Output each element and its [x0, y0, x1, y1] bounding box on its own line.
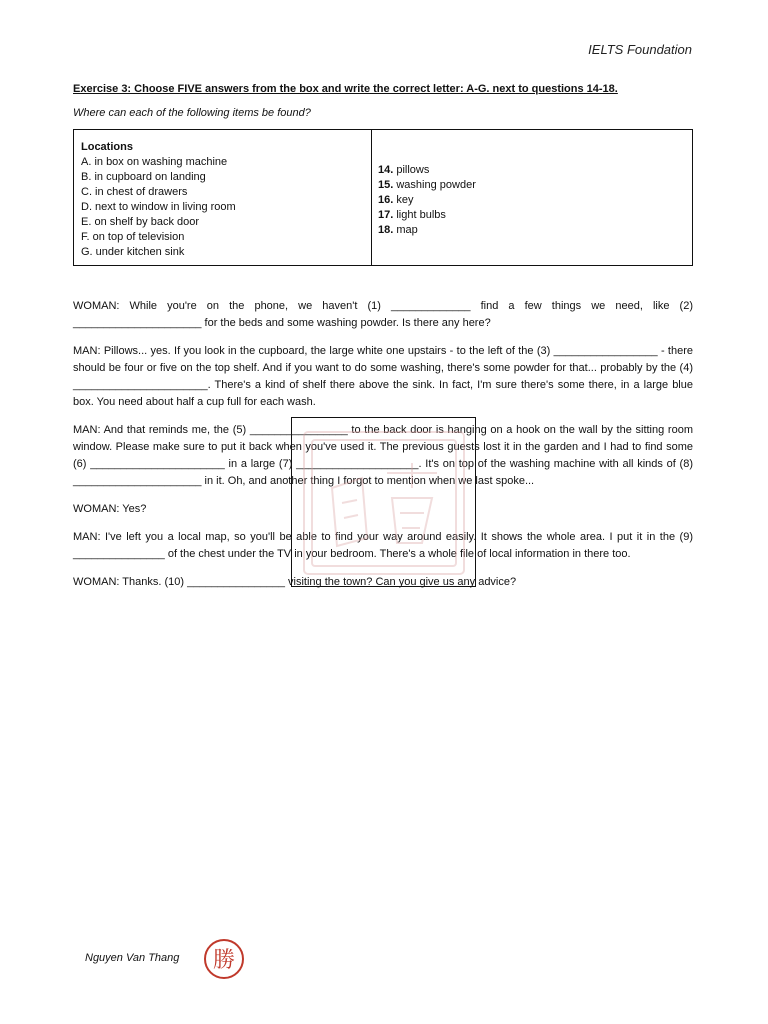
options-table [73, 129, 693, 266]
locations-heading: Locations [81, 141, 133, 153]
seal-logo [203, 938, 245, 980]
exercise-instruction: Where can each of the following items be found? [73, 107, 311, 119]
location-item: G. under kitchen sink [81, 246, 185, 258]
author-name: Nguyen Van Thang [85, 952, 180, 964]
question-number: 14. [378, 164, 394, 176]
question-item [378, 178, 692, 193]
dialogue-paragraph: WOMAN: While you're on the phone, we haven't (1) _____________ find a few things we need, like (2) _____________________ for the beds and some washing powder. Is there any here? [73, 300, 693, 329]
seal-icon [203, 938, 245, 980]
question-text: key [396, 194, 414, 206]
location-item: E. on shelf by back door [81, 216, 200, 228]
location-item: D. next to window in living room [81, 201, 236, 213]
question-number: 16. [378, 194, 394, 206]
questions-column [372, 130, 692, 265]
question-item [378, 208, 692, 223]
question-number: 17. [378, 209, 394, 221]
location-item: C. in chest of drawers [81, 186, 188, 198]
question-number: 18. [378, 224, 394, 236]
question-item [378, 193, 692, 208]
dialogue-paragraph: MAN: Pillows... yes. If you look in the cupboard, the large white one upstairs - to the left of the (3) _________________ - there should be four or five on the top shelf. And if you want to do some washing, there's some powder for that... probably by the (4) ______________________. There's a kind of shelf there above the sink. In fact, I'm sure there's some there, in a large blue box. You need about half a cup full for each wash. [73, 345, 693, 408]
location-item: F. on top of television [81, 231, 185, 243]
dialogue-paragraph: WOMAN: Thanks. (10) ________________ visiting the town? Can you give us any advice? [73, 576, 517, 588]
seal-character: 勝 [212, 948, 236, 973]
location-item: A. in box on washing machine [81, 156, 228, 168]
exercise-title: Exercise 3: Choose FIVE answers from the box and write the correct letter: A-G. next to questions 14-18. [73, 83, 618, 95]
locations-column [74, 130, 372, 265]
question-item [378, 163, 692, 178]
dialogue-paragraph: WOMAN: Yes? [73, 503, 147, 515]
question-item [378, 223, 692, 238]
dialogue-paragraph: MAN: And that reminds me, the (5) ________________ to the back door is hanging on a hook on the wall by the sitting room window. Please make sure to put it back when you've used it. The previous guests lost it in the garden and I had to find some (6) ______________________ in a large (7) ____________________. It's on top of the washing machine with all kinds of (8) _____________________ in it. Oh, and another thing I forgot to mention when we last spoke... [73, 424, 693, 487]
dialogue-paragraph: MAN: I've left you a local map, so you'll be able to find your way around easily. It shows the whole area. I put it in the (9) _______________ of the chest under the TV in your bedroom. There's a whole file of local information in there too. [73, 531, 693, 560]
question-text: washing powder [396, 179, 476, 191]
question-number: 15. [378, 179, 394, 191]
dialogue-text [73, 298, 693, 602]
header-title: IELTS Foundation [588, 42, 692, 57]
question-text: map [396, 224, 418, 236]
question-text: light bulbs [396, 209, 446, 221]
location-item: B. in cupboard on landing [81, 171, 206, 183]
question-text: pillows [396, 164, 430, 176]
